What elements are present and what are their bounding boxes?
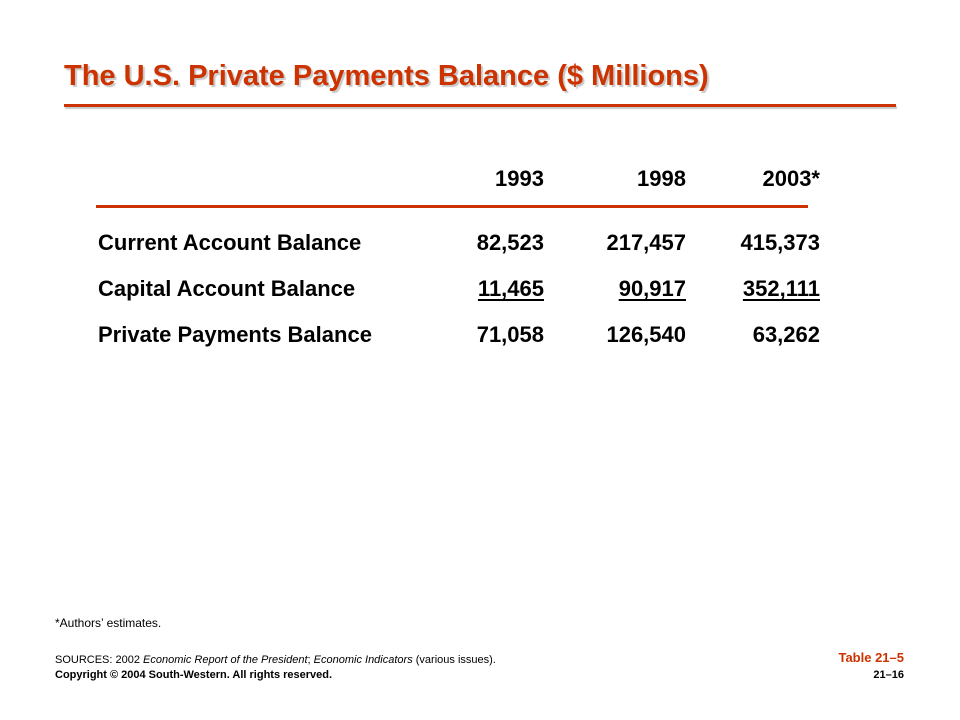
table-header-divider (96, 205, 808, 208)
row-label-private-payments: Private Payments Balance (98, 322, 372, 347)
table-cell (700, 276, 820, 302)
table-label: Table 21–5 (838, 650, 904, 665)
underlined-value: 11,465 (477, 276, 544, 301)
column-header-1993: 1993 (495, 166, 544, 191)
table-cell (560, 276, 686, 302)
table-cell: 63,262 (752, 322, 820, 347)
sources-report-title: Economic Report of the President (143, 654, 308, 666)
column-header-1998: 1998 (637, 166, 686, 191)
slide-number: 21–16 (873, 669, 904, 681)
copyright: Copyright © 2004 South-Western. All rights reserved. (55, 669, 333, 681)
underlined-value: 352,111 (742, 276, 820, 301)
column-header-2003: 2003* (762, 166, 820, 191)
sources-suffix: (various issues). (412, 654, 496, 666)
footnote: *Authors’ estimates. (55, 616, 162, 630)
title-divider (64, 104, 896, 107)
table-cell: 82,523 (476, 230, 544, 255)
table-cell: 71,058 (476, 322, 544, 347)
row-label-current-account: Current Account Balance (98, 230, 362, 255)
sources-note (55, 654, 496, 666)
table-cell (420, 276, 544, 302)
table-cell: 415,373 (740, 230, 820, 255)
underlined-value: 90,917 (618, 276, 686, 301)
sources-prefix: SOURCES: 2002 (55, 654, 144, 666)
table-cell: 217,457 (606, 230, 686, 255)
row-label-capital-account: Capital Account Balance (98, 276, 356, 301)
table-cell: 126,540 (606, 322, 686, 347)
slide-title: The U.S. Private Payments Balance ($ Millions) (64, 60, 709, 92)
sources-separator: ; (307, 654, 314, 666)
sources-indicators-title: Economic Indicators (313, 654, 413, 666)
